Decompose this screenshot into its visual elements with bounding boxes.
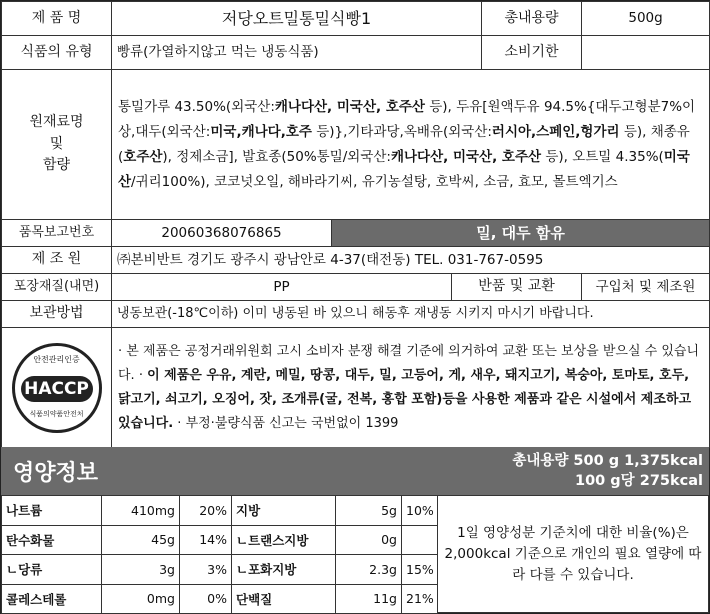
expiry-value [582,36,710,70]
report-number-label: 품목보고번호 [2,220,112,247]
nutrient-value: 5g [336,496,402,526]
nutrient-name: 탄수화물 [2,525,102,555]
nutrient-percent: 21% [402,584,438,614]
nutrient-name: ㄴ포화지방 [232,555,336,585]
nutrient-name: 콜레스테롤 [2,584,102,614]
nutrient-name: ㄴ당류 [2,555,102,585]
ingredients-segment: 등), 채종유( [118,123,690,165]
nutrition-table [1,495,438,614]
consumer-notice [112,328,710,448]
ingredients-label-line1: 원재료명 [29,114,84,131]
volume-label: 총내용량 [482,2,582,36]
nutrition-total [512,451,703,491]
nutrient-value: 410mg [102,496,180,526]
nutrient-name: 단백질 [232,584,336,614]
nutrition-row [2,496,438,526]
return-value: 구입처 및 제조원 [582,274,710,301]
nutrient-value: 3g [102,555,180,585]
ingredients-segment: 등), 오트밀 4.35%( [541,148,664,165]
product-name-value: 저당오트밀통밀식빵1 [112,2,482,36]
packaging-label: 포장재질(내면) [2,274,112,301]
ingredients-label [2,70,112,220]
haccp-cell [2,328,112,448]
haccp-logo [12,343,102,433]
nutrition-row [2,584,438,614]
haccp-top-text: 안전관리인증 [33,354,80,364]
ingredients-segment: 등), 두유[원액두유 94.5%{대두고형분7%이상,대두(외국산: [118,98,696,140]
report-number-value: 20060368076865 [112,220,332,247]
nutrition-body [1,495,709,613]
nutrient-percent: 0% [180,584,232,614]
allergy-warning: 밀, 대두 함유 [332,220,710,247]
ingredients-segment: 미국산 [118,148,690,190]
nutrient-percent: 10% [402,496,438,526]
nutrient-value: 0mg [102,584,180,614]
ingredients-segment: ), 정제소금], 발효종(50%통밀/외국산: [162,148,391,165]
nutrition-total-line1: 총내용량 500 g 1,375kcal [512,453,703,469]
nutrient-value: 11g [336,584,402,614]
ingredients-label-line3: 함량 [42,157,71,174]
ingredients-segment: 통밀가루 43.50%(외국산: [118,98,275,115]
nutrient-percent [402,525,438,555]
notice-segment: · 본 제품은 공정거래위원회 고시 소비자 분쟁 해결 기준에 의거하여 교환 또는 보상을 받으실 수 있습니다. · [118,343,699,383]
expiry-label: 소비기한 [482,36,582,70]
storage-value: 냉동보관(-18℃이하) 이미 냉동된 바 있으니 해동후 재냉동 시키지 마시기 바랍니다. [112,301,710,328]
nutrition-header [1,447,709,495]
nutrient-name: 나트륨 [2,496,102,526]
volume-value: 500g [582,2,710,36]
nutrient-name: 지방 [232,496,336,526]
manufacturer-label: 제 조 원 [2,247,112,274]
notice-segment: 이 제품은 우유, 계란, 메밀, 땅콩, 대두, 밀, 고등어, 게, 새우, 돼지고기, 복숭아, 토마토, 호두, 닭고기, 쇠고기, 오징어, 잣, 조개류(굴, 전복, 홍합 포함)등을 사용한 제품과 같은 시설에서 제조하고 있습니다. [118,367,692,431]
ingredients-label-line2: 및 [49,135,64,152]
storage-label: 보관방법 [2,301,112,328]
nutrient-percent: 3% [180,555,232,585]
nutrient-percent: 14% [180,525,232,555]
haccp-bottom-text: 식품의약품안전처 [29,409,84,418]
nutrition-total-line2: 100 g당 275kcal [574,473,703,489]
nutrient-percent: 20% [180,496,232,526]
nutrition-row [2,525,438,555]
nutrient-name: ㄴ트랜스지방 [232,525,336,555]
haccp-mark: HACCP [21,376,93,402]
ingredients-segment: 캐나다산, 미국산, 호주산 [390,148,542,165]
ingredients-segment: 호주산 [123,148,163,165]
ingredients-text [112,70,710,220]
nutrient-value: 0g [336,525,402,555]
nutrient-value: 2.3g [336,555,402,585]
ingredients-segment: 러시아,스페인,헝가리 [491,123,620,140]
packaging-value: PP [112,274,452,301]
product-info-table [1,1,710,448]
notice-segment: · 부정·불량식품 신고는 국번없이 1399 [173,415,399,431]
ingredients-segment: 등)},기타과당,옥배유(외국산: [311,123,492,140]
nutrition-note: 1일 영양성분 기준치에 대한 비율(%)은 2,000kcal 기준으로 개인의 필요 열량에 따라 다를 수 있습니다. [437,495,709,613]
food-type-value: 빵류(가열하지않고 먹는 냉동식품) [112,36,482,70]
manufacturer-value: ㈜본비반트 경기도 광주시 광남안로 4-37(태전동) TEL. 031-767-0595 [112,247,710,274]
food-type-label: 식품의 유형 [2,36,112,70]
nutrition-title: 영양정보 [13,461,99,486]
product-name-label: 제 품 명 [2,2,112,36]
nutrition-row [2,555,438,585]
ingredients-segment: 캐나다산, 미국산, 호주산 [274,98,425,115]
nutrient-percent: 15% [402,555,438,585]
nutrient-value: 45g [102,525,180,555]
return-label: 반품 및 교환 [452,274,582,301]
ingredients-segment: 미국,캐나다,호주 [210,123,312,140]
ingredients-segment: /귀리100%), 코코넛오일, 해바라기씨, 유기농설탕, 호박씨, 소금, 효모, 몰트엑기스 [131,173,618,190]
